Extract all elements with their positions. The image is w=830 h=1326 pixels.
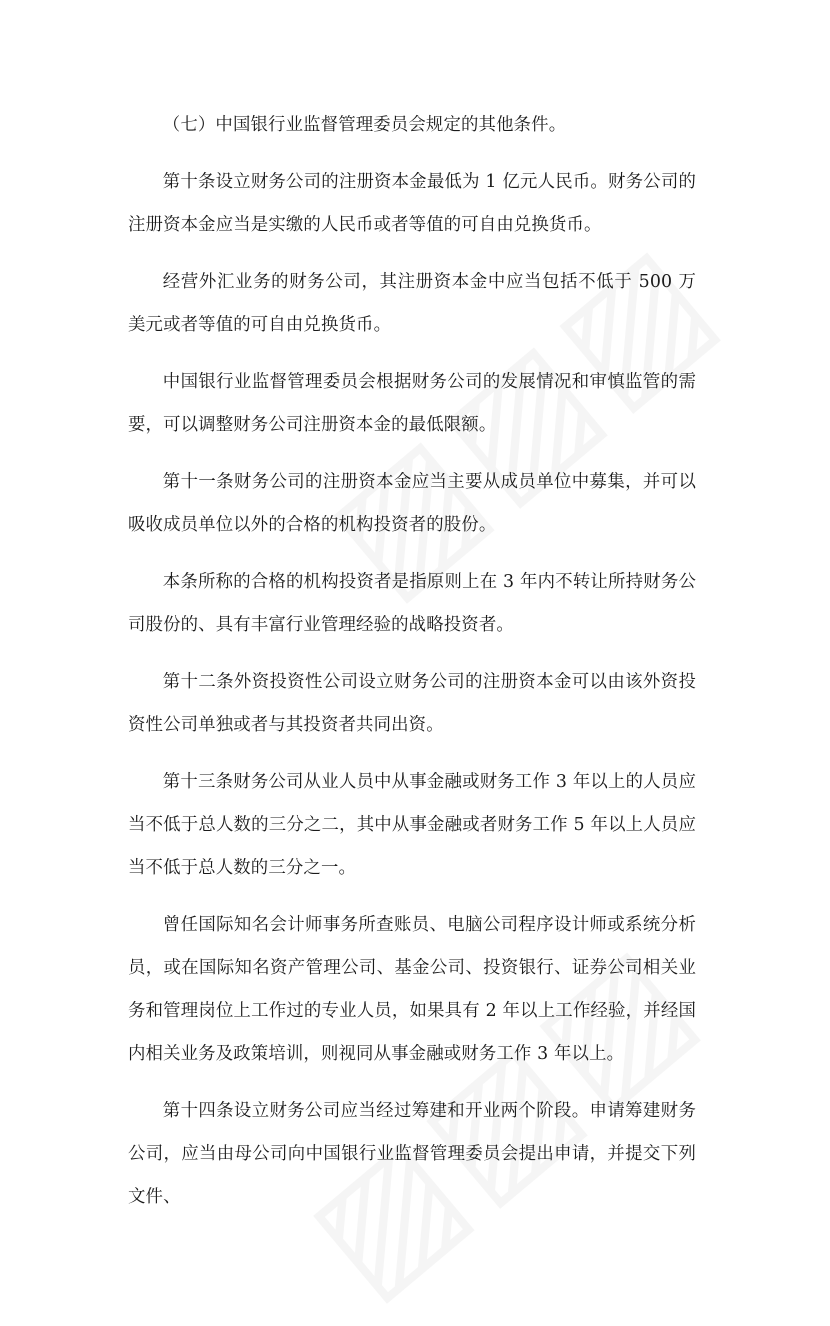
paragraph-article-12: 第十二条外资投资性公司设立财务公司的注册资本金可以由该外资投资性公司单独或者与其投资者共同出资。 [128, 672, 696, 735]
paragraph-article-13: 第十三条财务公司从业人员中从事金融或财务工作 3 年以上的人员应当不低于总人数的三分之二，其中从事金融或者财务工作 5 年以上人员应当不低于总人数的三分之一。 [128, 772, 696, 878]
paragraph-article-10: 第十条设立财务公司的注册资本金最低为 1 亿元人民币。财务公司的注册资本金应当是实缴的人民币或者等值的可自由兑换货币。 [128, 172, 696, 235]
paragraph-forex-capital: 经营外汇业务的财务公司，其注册资本金中应当包括不低于 500 万美元或者等值的可自由兑换货币。 [128, 272, 696, 335]
paragraph-article-11: 第十一条财务公司的注册资本金应当主要从成员单位中募集，并可以吸收成员单位以外的合格的机构投资者的股份。 [128, 472, 696, 535]
paragraph-capital-adjustment: 中国银行业监督管理委员会根据财务公司的发展情况和审慎监管的需要，可以调整财务公司注册资本金的最低限额。 [128, 372, 696, 435]
paragraph-condition-7: （七）中国银行业监督管理委员会规定的其他条件。 [162, 115, 567, 135]
paragraph-qualified-investor: 本条所称的合格的机构投资者是指原则上在 3 年内不转让所持财务公司股份的、具有丰富行业管理经验的战略投资者。 [128, 572, 696, 635]
paragraph-professional-staff: 曾任国际知名会计师事务所查账员、电脑公司程序设计师或系统分析员，或在国际知名资产管理公司、基金公司、投资银行、证券公司相关业务和管理岗位上工作过的专业人员，如果具有 2 年以上工作经验，并经国内相关业务及政策培训，则视同从事金融或财务工作 3 年以上。 [128, 915, 696, 1064]
document-body [128, 104, 696, 1233]
paragraph-article-14: 第十四条设立财务公司应当经过筹建和开业两个阶段。申请筹建财务公司，应当由母公司向中国银行业监督管理委员会提出申请，并提交下列文件、 [128, 1101, 696, 1207]
